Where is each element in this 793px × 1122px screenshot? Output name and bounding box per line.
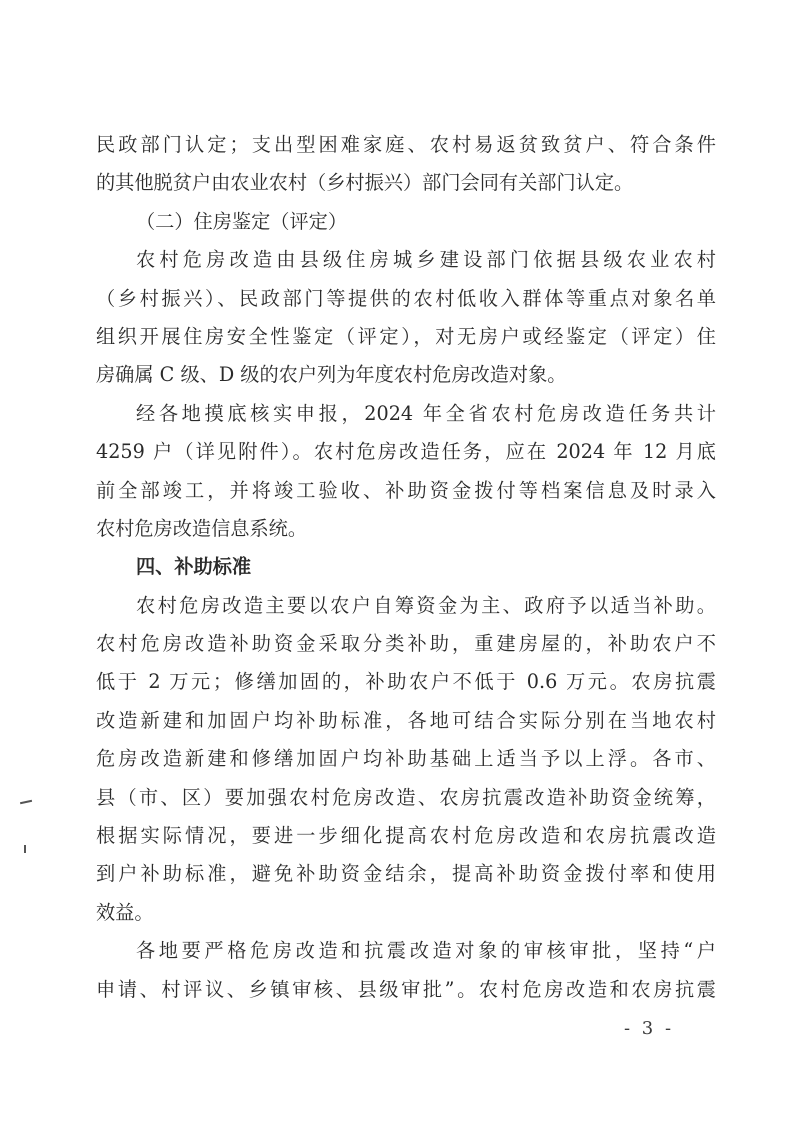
text-line: 低于 2 万元；修缮加固的，补助农户不低于 0.6 万元。农房抗震 <box>96 670 716 694</box>
text-line: 改造新建和加固户均补助标准，各地可结合实际分别在当地农村 <box>96 708 716 732</box>
scan-mark <box>24 845 26 853</box>
text-line: 农村危房改造补助资金采取分类补助，重建房屋的，补助农户不 <box>96 632 716 656</box>
text-line: 民政部门认定；支出型困难家庭、农村易返贫致贫户、符合条件 <box>96 133 716 156</box>
text-line: （二）住房鉴定（评定） <box>136 209 348 233</box>
text-line: 经各地摸底核实申报，2024 年全省农村危房改造任务共计 <box>136 401 716 425</box>
text-line: 危房改造新建和修缮加固户均补助基础上适当予以上浮。各市、 <box>96 747 716 771</box>
text-line: 组织开展住房安全性鉴定（评定），对无房户或经鉴定（评定）住 <box>96 324 716 348</box>
text-line: 4259 户（详见附件）。农村危房改造任务，应在 2024 年 12 月底 <box>96 440 716 464</box>
text-line: 根据实际情况，要进一步细化提高农村危房改造和农房抗震改造 <box>96 824 716 848</box>
text-line: 效益。 <box>96 900 154 924</box>
page-number: - 3 - <box>624 1018 675 1039</box>
text-line: 申请、村评议、乡镇审核、县级审批”。农村危房改造和农房抗震 <box>96 977 716 1001</box>
text-line: 的其他脱贫户由农业农村（乡村振兴）部门会同有关部门认定。 <box>96 171 634 195</box>
text-line: 各地要严格危房改造和抗震改造对象的审核审批，坚持“户 <box>136 939 716 963</box>
text-line: 前全部竣工，并将竣工验收、补助资金拨付等档案信息及时录入 <box>96 478 716 502</box>
text-line: 农村危房改造由县级住房城乡建设部门依据县级农业农村 <box>136 248 716 272</box>
scan-mark <box>20 800 32 804</box>
document-body <box>96 133 716 1016</box>
text-line: 房确属 C 级、D 级的农户列为年度农村危房改造对象。 <box>96 363 567 387</box>
text-line: 到户补助标准，避免补助资金结余，提高补助资金拨付率和使用 <box>96 862 716 886</box>
text-line: （乡村振兴）、民政部门等提供的农村低收入群体等重点对象名单 <box>96 286 716 310</box>
text-line: 县（市、区）要加强农村危房改造、农房抗震改造补助资金统筹， <box>96 785 716 809</box>
text-line: 农村危房改造信息系统。 <box>96 516 308 540</box>
section-heading: 四、补助标准 <box>136 555 252 579</box>
text-line: 农村危房改造主要以农户自筹资金为主、政府予以适当补助。 <box>136 593 716 617</box>
